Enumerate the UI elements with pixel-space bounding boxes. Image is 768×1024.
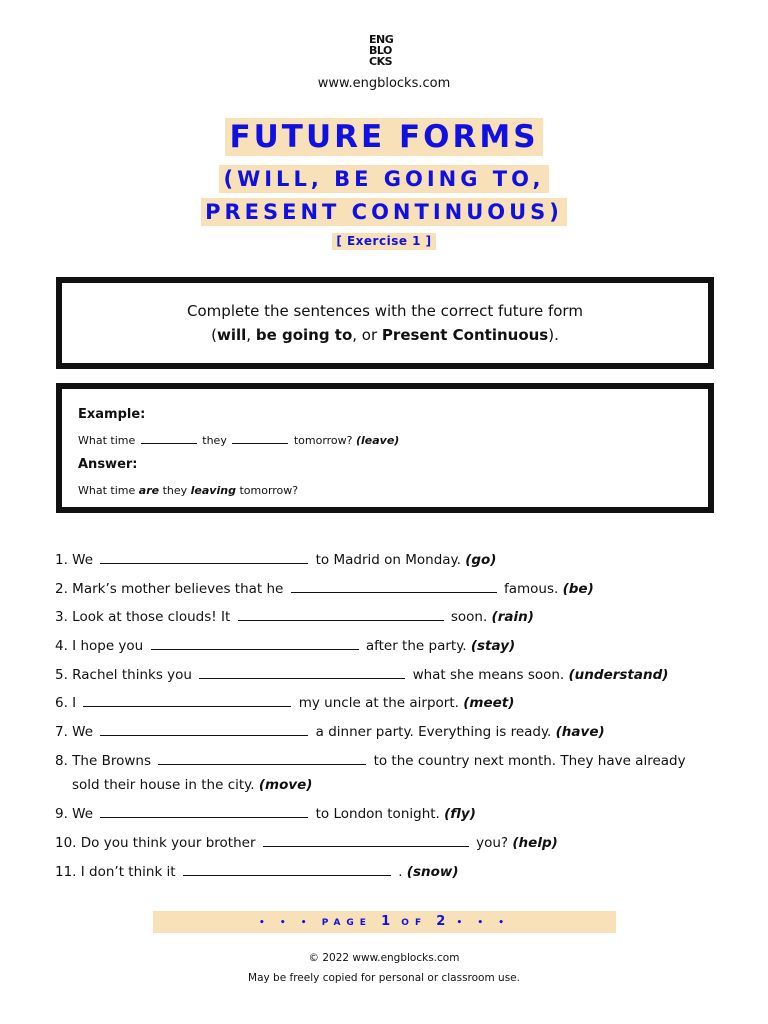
answer-blank-9[interactable] <box>100 805 308 818</box>
page-title: FUTURE FORMS <box>225 118 542 156</box>
example-label: Example: <box>78 407 146 422</box>
question-6-verb: (meet) <box>463 695 515 711</box>
answer-blank-10[interactable] <box>263 834 469 847</box>
answer-blank-7[interactable] <box>100 723 308 736</box>
instr-present: Present Continuous <box>381 326 549 344</box>
engblocks-logo <box>369 34 401 67</box>
question-8-rest-2: sold their house in the city. <box>72 777 255 793</box>
example-blank-1 <box>141 433 197 444</box>
question-9-verb: (fly) <box>444 806 476 822</box>
example-box <box>56 383 714 513</box>
question-10-text: 10. Do you think your brother <box>55 835 256 851</box>
title-line-2-wrap <box>0 165 768 193</box>
question-2-verb: (be) <box>562 581 594 597</box>
exercise-label-wrap <box>0 230 768 250</box>
instr-comma-1: , <box>246 326 256 344</box>
question-4-text: 4. I hope you <box>55 638 144 654</box>
example-verb: (leave) <box>356 434 400 447</box>
instructions-box <box>56 277 714 369</box>
instructions-line-1: Complete the sentences with the correct future form <box>187 302 583 320</box>
page-indicator <box>153 911 616 933</box>
answer-blank-6[interactable] <box>83 694 291 707</box>
question-7-verb: (have) <box>555 724 605 740</box>
question-2-text: 2. Mark’s mother believes that he <box>55 581 284 597</box>
logo-line-2: BLO <box>369 44 392 57</box>
question-5-verb: (understand) <box>568 667 669 683</box>
question-11-text: 11. I don’t think it <box>55 864 176 880</box>
instr-close: ). <box>548 326 559 344</box>
site-url: www.engblocks.com <box>317 76 451 91</box>
question-9-rest: to London tonight. <box>315 806 440 822</box>
page-word: PAGE <box>321 918 372 928</box>
question-1-text: 1. We <box>55 552 94 568</box>
instr-comma-2: , or <box>352 326 382 344</box>
question-2-rest: famous. <box>503 581 559 597</box>
question-2 <box>55 580 594 597</box>
instr-going: be going to <box>255 326 353 344</box>
instr-will: will <box>216 326 247 344</box>
license-note: May be freely copied for personal or classroom use. <box>248 972 520 984</box>
question-6 <box>55 694 514 711</box>
question-8 <box>55 752 686 769</box>
title-line-1-wrap <box>0 118 768 156</box>
question-7-rest: a dinner party. Everything is ready. <box>315 724 552 740</box>
answer-blank-3[interactable] <box>238 608 444 621</box>
question-3-verb: (rain) <box>491 609 534 625</box>
example-q-part-1: What time <box>78 434 136 447</box>
question-5-rest: what she means soon. <box>412 667 565 683</box>
question-9-text: 9. We <box>55 806 94 822</box>
exercise-label: [ Exercise 1 ] <box>332 233 435 250</box>
question-8-verb: (move) <box>258 777 313 793</box>
question-4-rest: after the party. <box>365 638 467 654</box>
question-10-verb: (help) <box>512 835 558 851</box>
instructions-line-2 <box>62 323 708 347</box>
page-dots-left: • • • <box>259 918 313 928</box>
answer-leaving: leaving <box>190 484 236 497</box>
question-4-verb: (stay) <box>470 638 516 654</box>
page-of: OF <box>401 918 428 928</box>
answer-label: Answer: <box>78 457 138 472</box>
logo-line-3: CKS <box>369 55 393 68</box>
question-10 <box>55 834 558 851</box>
answer-part-2: they <box>162 484 188 497</box>
subtitle-line-2: PRESENT CONTINUOUS) <box>201 198 567 226</box>
answer-are: are <box>138 484 160 497</box>
answer-blank-4[interactable] <box>151 637 359 650</box>
question-7-text: 7. We <box>55 724 94 740</box>
answer-part-3: tomorrow? <box>239 484 299 497</box>
answer-blank-5[interactable] <box>199 666 405 679</box>
subtitle-line-1: (WILL, BE GOING TO, <box>219 165 548 193</box>
question-9 <box>55 805 476 822</box>
instr-open: ( <box>211 326 217 344</box>
question-8-text: 8. The Browns <box>55 753 151 769</box>
question-6-rest: my uncle at the airport. <box>298 695 459 711</box>
answer-blank-2[interactable] <box>291 580 497 593</box>
page-total: 2 <box>436 914 448 929</box>
question-3-text: 3. Look at those clouds! It <box>55 609 231 625</box>
question-11-verb: (snow) <box>406 864 459 880</box>
question-11-rest: . <box>398 864 403 880</box>
answer-part-1: What time <box>78 484 136 497</box>
example-blank-2 <box>232 433 288 444</box>
question-5 <box>55 666 668 683</box>
example-answer <box>78 484 298 497</box>
question-8-line-2 <box>72 777 312 793</box>
question-1 <box>55 551 496 568</box>
example-q-part-2: they <box>202 434 227 447</box>
question-8-rest: to the country next month. They have already <box>373 753 686 769</box>
answer-blank-8[interactable] <box>158 752 366 765</box>
answer-blank-1[interactable] <box>100 551 308 564</box>
question-5-text: 5. Rachel thinks you <box>55 667 192 683</box>
question-10-rest: you? <box>476 835 509 851</box>
question-1-rest: to Madrid on Monday. <box>315 552 461 568</box>
example-q-part-3: tomorrow? <box>293 434 353 447</box>
example-question <box>78 433 399 447</box>
question-7 <box>55 723 605 740</box>
title-line-3-wrap <box>0 198 768 226</box>
question-1-verb: (go) <box>465 552 497 568</box>
question-11 <box>55 863 459 880</box>
question-4 <box>55 637 515 654</box>
question-6-text: 6. I <box>55 695 77 711</box>
copyright: © 2022 www.engblocks.com <box>308 952 460 964</box>
answer-blank-11[interactable] <box>183 863 391 876</box>
logo-line-1: ENG <box>369 33 394 46</box>
page-current: 1 <box>381 914 393 929</box>
question-3-rest: soon. <box>450 609 488 625</box>
question-3 <box>55 608 534 625</box>
page-dots-right: • • • <box>456 918 510 928</box>
